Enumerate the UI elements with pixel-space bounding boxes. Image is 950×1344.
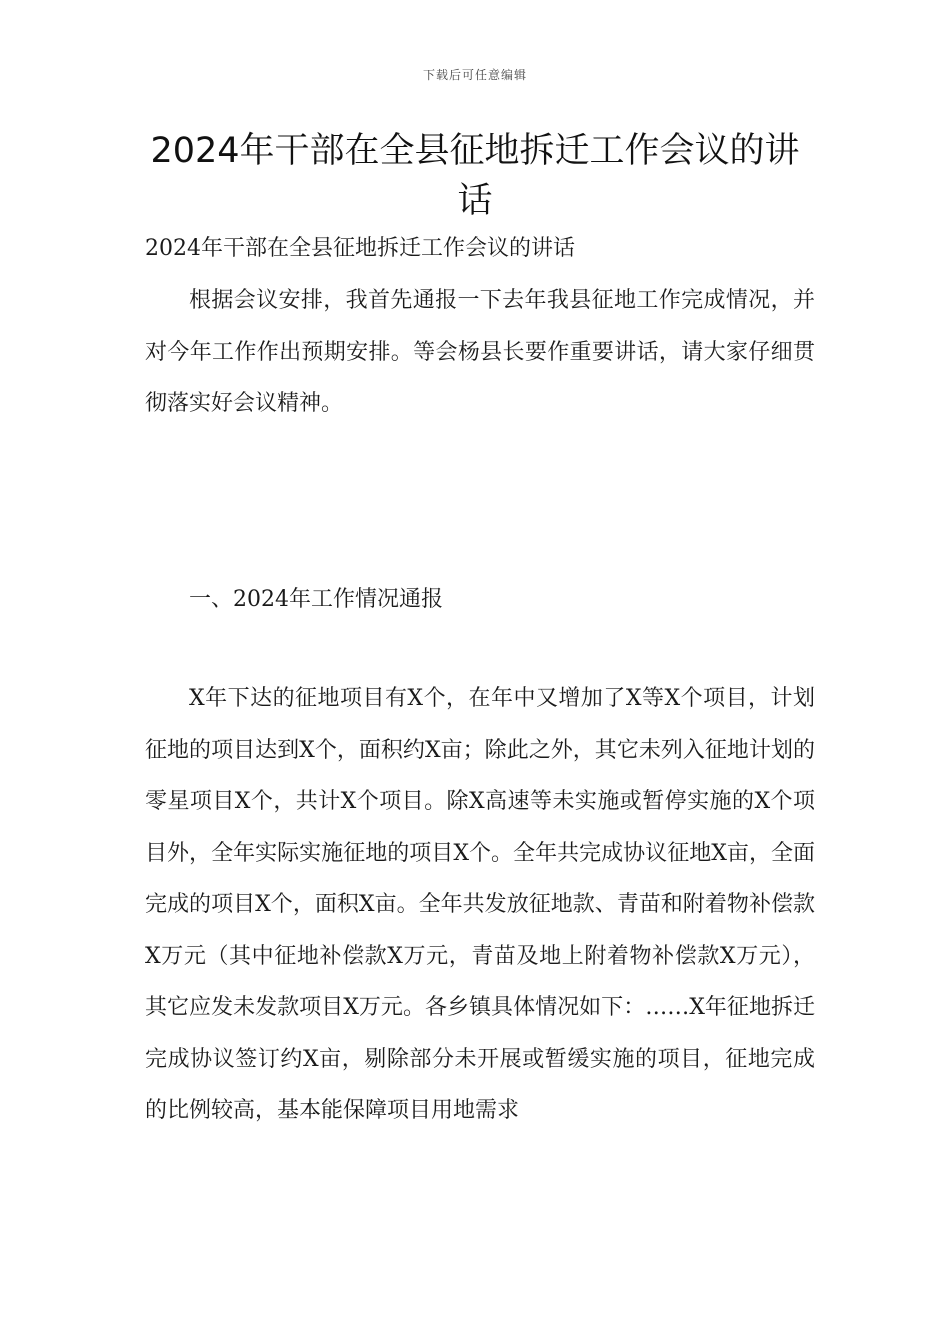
section-heading: 一、2024年工作情况通报: [189, 587, 443, 612]
body-paragraph: X年下达的征地项目有X个，在年中又增加了X等X个项目，计划征地的项目达到X个，面积约X亩；除此之外，其它未列入征地计划的零星项目X个，共计X个项目。除X高速等未实施或暂停实施的X个项目外，全年实际实施征地的项目X个。全年共完成协议征地X亩，全面完成的项目X个，面积X亩。全年共发放征地款、青苗和附着物补偿款X万元（其中征地补偿款X万元，青苗及地上附着物补偿款X万元），其它应发未发款项目X万元。各乡镇具体情况如下：……X年征地拆迁完成协议签订约X亩，剔除部分未开展或暂缓实施的项目，征地完成的比例较高，基本能保障项目用地需求: [145, 686, 815, 1123]
header-note: 下载后可任意编辑: [422, 68, 527, 82]
document-subtitle: 2024年干部在全县征地拆迁工作会议的讲话: [145, 236, 575, 261]
document-title: 2024年干部在全县征地拆迁工作会议的讲话: [150, 131, 800, 221]
intro-paragraph: 根据会议安排，我首先通报一下去年我县征地工作完成情况，并对今年工作作出预期安排。等会杨县长要作重要讲话，请大家仔细贯彻落实好会议精神。: [145, 288, 815, 416]
